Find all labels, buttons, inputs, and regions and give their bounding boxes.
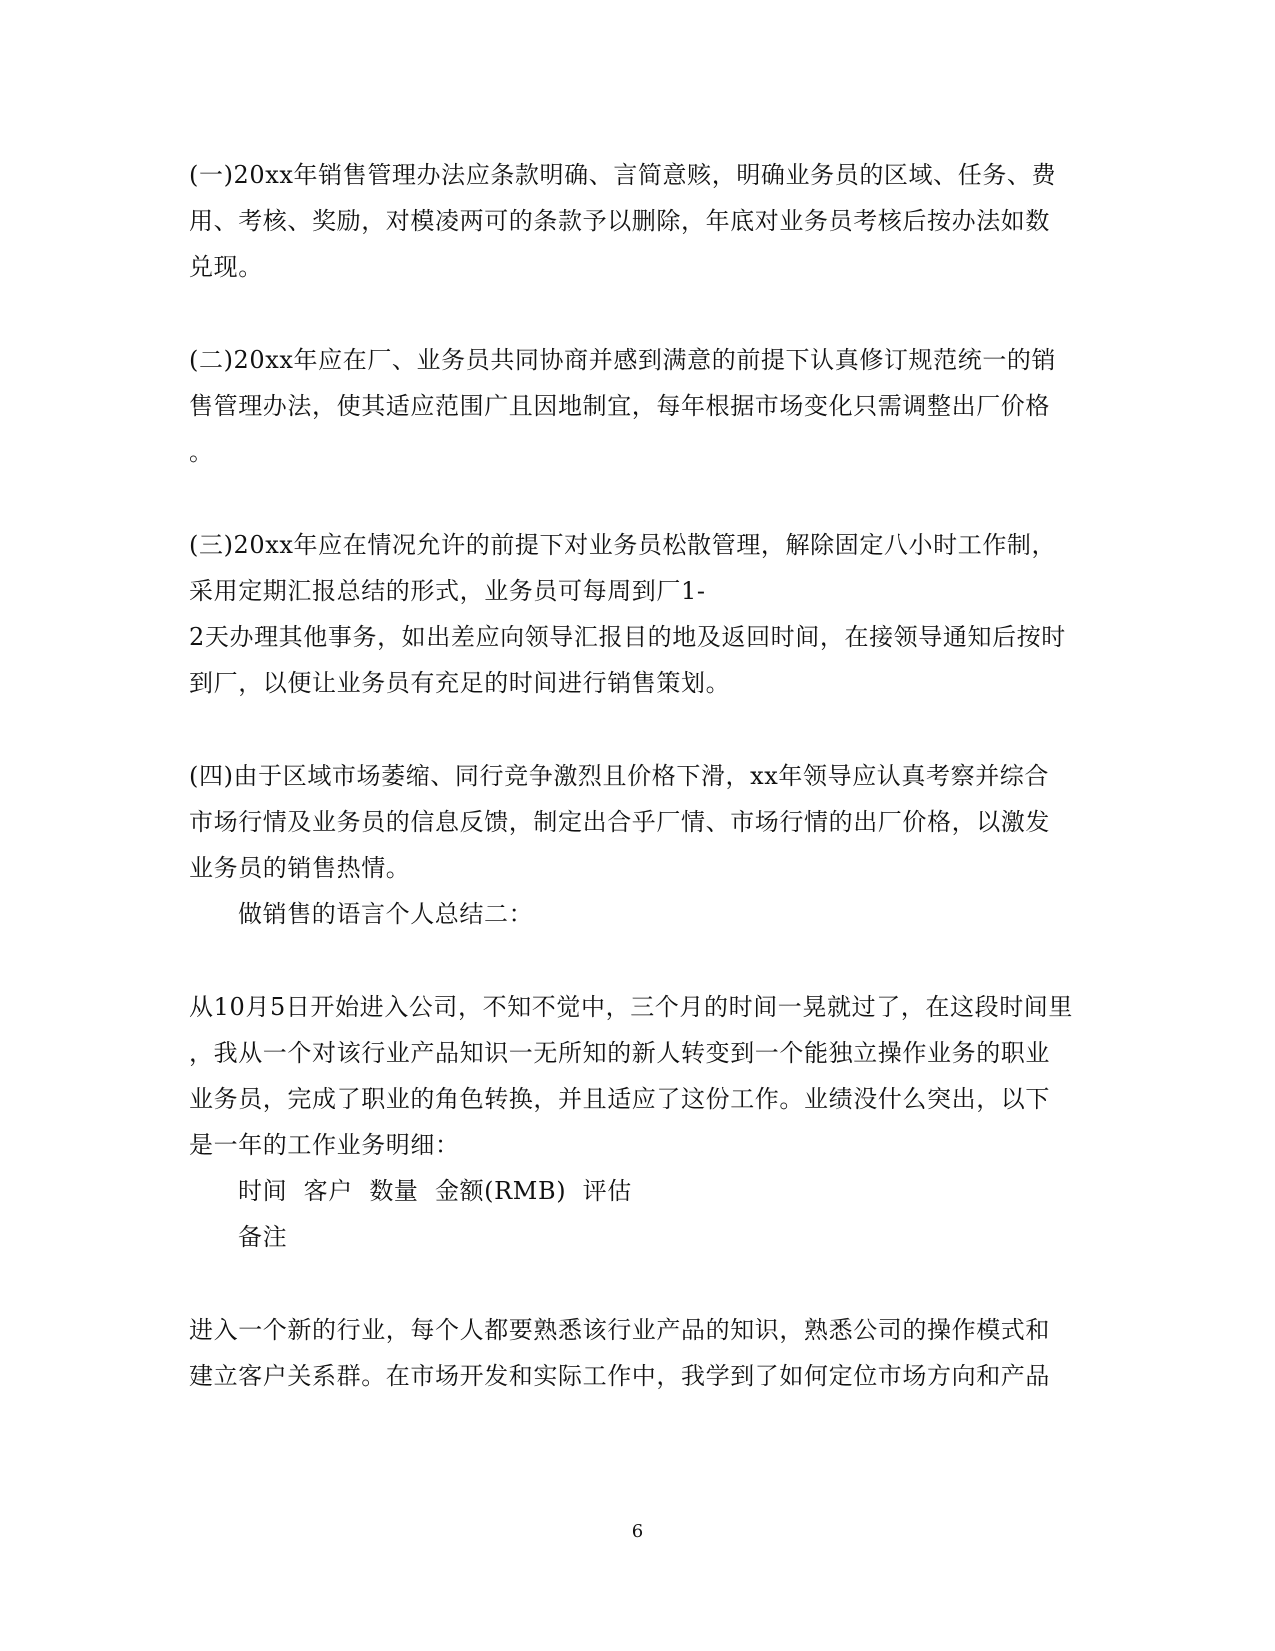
text-line: (三)20xx年应在情况允许的前提下对业务员松散管理，解除固定八小时工作制， — [189, 531, 1057, 559]
text-line: (四)由于区域市场萎缩、同行竞争激烈且价格下滑，xx年领导应认真考察并综合 — [189, 762, 1049, 790]
text-line: 业务员，完成了职业的角色转换，并且适应了这份工作。业绩没什么突出，以下 — [189, 1085, 1050, 1113]
text-line: 进入一个新的行业，每个人都要熟悉该行业产品的知识，熟悉公司的操作模式和 — [189, 1316, 1050, 1344]
text-line: 售管理办法，使其适应范围广且因地制宜，每年根据市场变化只需调整出厂价格 — [189, 392, 1050, 420]
text-line: ，我从一个对该行业产品知识一无所知的新人转变到一个能独立操作业务的职业 — [189, 1039, 1050, 1067]
text-line: 。 — [189, 438, 214, 466]
text-line: 2天办理其他事务，如出差应向领导汇报目的地及返回时间，在接领导通知后按时 — [189, 623, 1066, 651]
text-line: 建立客户关系群。在市场开发和实际工作中，我学到了如何定位市场方向和产品 — [189, 1362, 1050, 1390]
page-number: 6 — [631, 1521, 644, 1542]
text-line: 市场行情及业务员的信息反馈，制定出合乎厂情、市场行情的出厂价格，以激发 — [189, 808, 1050, 836]
text-line: (一)20xx年销售管理办法应条款明确、言简意赅，明确业务员的区域、任务、费 — [189, 161, 1057, 189]
text-line: 兑现。 — [189, 253, 263, 281]
table-header-line: 备注 — [238, 1223, 288, 1251]
text-line: 到厂，以便让业务员有充足的时间进行销售策划。 — [189, 669, 731, 697]
text-line: 用、考核、奖励，对模凌两可的条款予以删除，年底对业务员考核后按办法如数 — [189, 207, 1050, 235]
text-line: 是一年的工作业务明细： — [189, 1131, 460, 1159]
text-line: 从10月5日开始进入公司，不知不觉中，三个月的时间一晃就过了，在这段时间里 — [189, 993, 1074, 1021]
text-line: (二)20xx年应在厂、业务员共同协商并感到满意的前提下认真修订规范统一的销 — [189, 346, 1057, 374]
text-line: 业务员的销售热情。 — [189, 854, 411, 882]
section-heading: 做销售的语言个人总结二： — [238, 900, 534, 928]
table-header-line: 时间 客户 数量 金额(RMB) 评估 — [238, 1177, 632, 1205]
text-line: 采用定期汇报总结的形式，业务员可每周到厂1- — [189, 577, 706, 605]
